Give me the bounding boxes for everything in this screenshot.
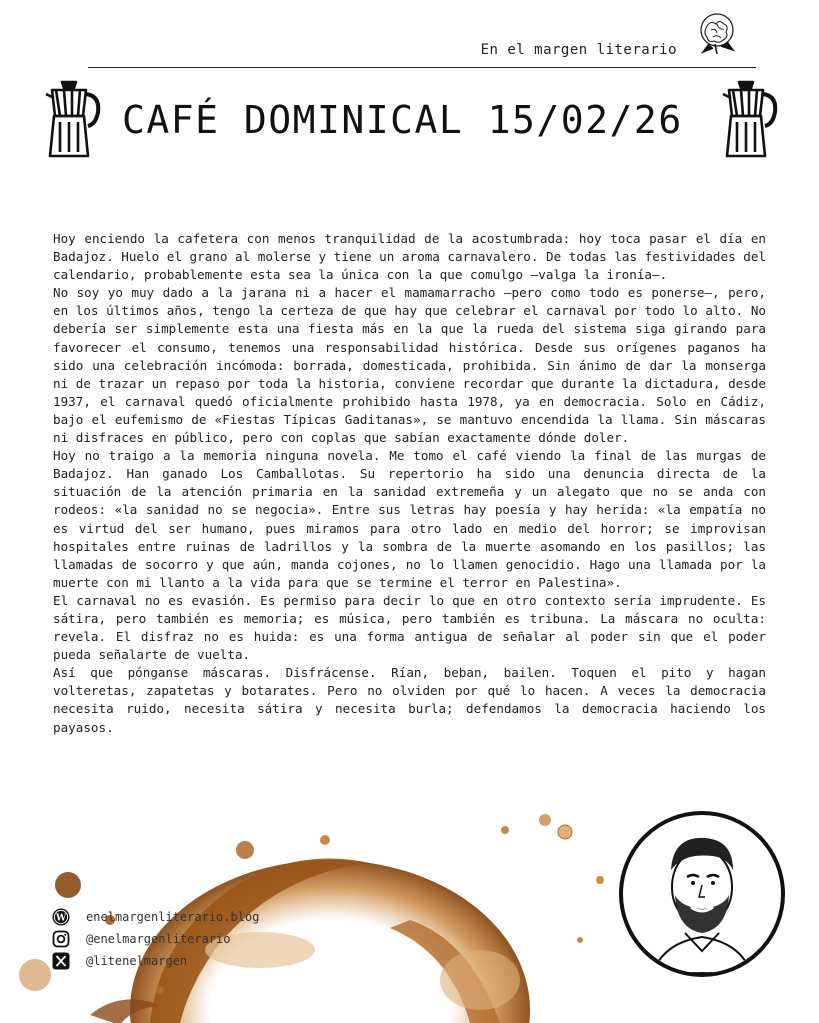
author-portrait-illustration <box>623 815 781 973</box>
article-paragraph: No soy yo muy dado a la jarana ni a hacer el mamamarracho –pero como todo es ponerse–, pero, en los últimos años, tengo la certeza de que hay que celebrar el carnaval por todo lo alto. No debería ser simplemente esta una fiesta más en la que la rueda del sistema siga girando para favorecer el consumo, tenemos una responsabilidad histórica. Desde sus orígenes paganos ha sido una celebración incómoda: borrada, domesticada, prohibida. Sin ánimo de dar la monserga ni de trazar un repaso por toda la historia, conviene recordar que durante la dictadura, desde 1937, el carnaval quedó oficialmente prohibido hasta 1978, ya en democracia. Solo en Cádiz, bajo el eufemismo de «Fiestas Típicas Gaditanas», se mantuvo encendida la llama. Sin máscaras ni disfraces en público, pero con coplas que sabían exactamente dónde doler. <box>53 285 766 446</box>
social-handle: enelmargenliterario.blog <box>86 910 260 924</box>
author-avatar <box>619 811 785 977</box>
social-handle: @enelmargenliterario <box>86 932 231 946</box>
article-paragraph: Hoy enciendo la cafetera con menos tranquilidad de la acostumbrada: hoy toca pasar el día en Badajoz. Huelo el grano al molerse y tiene un aroma carnavalero. De todas las festividades del calendario, probablemente esta sea la única con la que comulgo –valga la ironía–. <box>53 231 766 283</box>
moka-pot-icon <box>38 78 102 160</box>
social-handle: @litenelmargen <box>86 954 188 968</box>
article-body <box>53 230 766 737</box>
brain-logo-icon <box>695 10 741 58</box>
instagram-icon <box>52 930 70 948</box>
social-link-instagram[interactable] <box>52 928 259 950</box>
svg-text:W: W <box>55 913 67 924</box>
page-title: CAFÉ DOMINICAL 15/02/26 <box>122 98 683 142</box>
header-divider <box>88 67 756 68</box>
brand-name: En el margen literario <box>480 42 677 58</box>
social-link-x[interactable] <box>52 950 259 972</box>
article-paragraph: Así que pónganse máscaras. Disfrácense. Rían, beban, bailen. Toquen el pito y hagan volteretas, zapatetas y botarates. Pero no olviden por qué lo hacen. A veces la democracia necesita ruido, necesita sátira y necesita burla; defendamos la democracia haciendo los payasos. <box>53 665 766 735</box>
x-icon <box>52 952 70 970</box>
moka-pot-icon <box>715 78 779 160</box>
wordpress-icon <box>52 908 70 926</box>
article-paragraph: El carnaval no es evasión. Es permiso para decir lo que en otro contexto sería imprudente. Es sátira, pero también es memoria; es música, pero también es tribuna. La máscara no oculta: revela. El disfraz no es huida: es una forma antigua de señalar al poder sin que el poder pueda señalarte de vuelta. <box>53 592 766 663</box>
article-paragraph: Hoy no traigo a la memoria ninguna novela. Me tomo el café viendo la final de las murgas de Badajoz. Han ganado Los Camballotas. Su repertorio ha sido una denuncia directa de la situación de la atención primaria en la sanidad extremeña y un alegato que no se anda con rodeos: «la sanidad no se negocia». Entre sus letras hay poesía y hay herida: «la empatía no es virtud del ser humano, pues miramos para otro lado en medio del horror; se improvisan hospitales entre ruinas de ladrillos y la sombra de la muerte asomando en los pasillos; las llamadas de socorro y que aún, manda cojones, no lo llamen genocidio. Hago una llamada por la muerte con mi llanto a la vida para que se termine el terror en Palestina». <box>53 448 766 590</box>
social-links <box>52 906 259 972</box>
social-link-blog[interactable] <box>52 906 259 928</box>
